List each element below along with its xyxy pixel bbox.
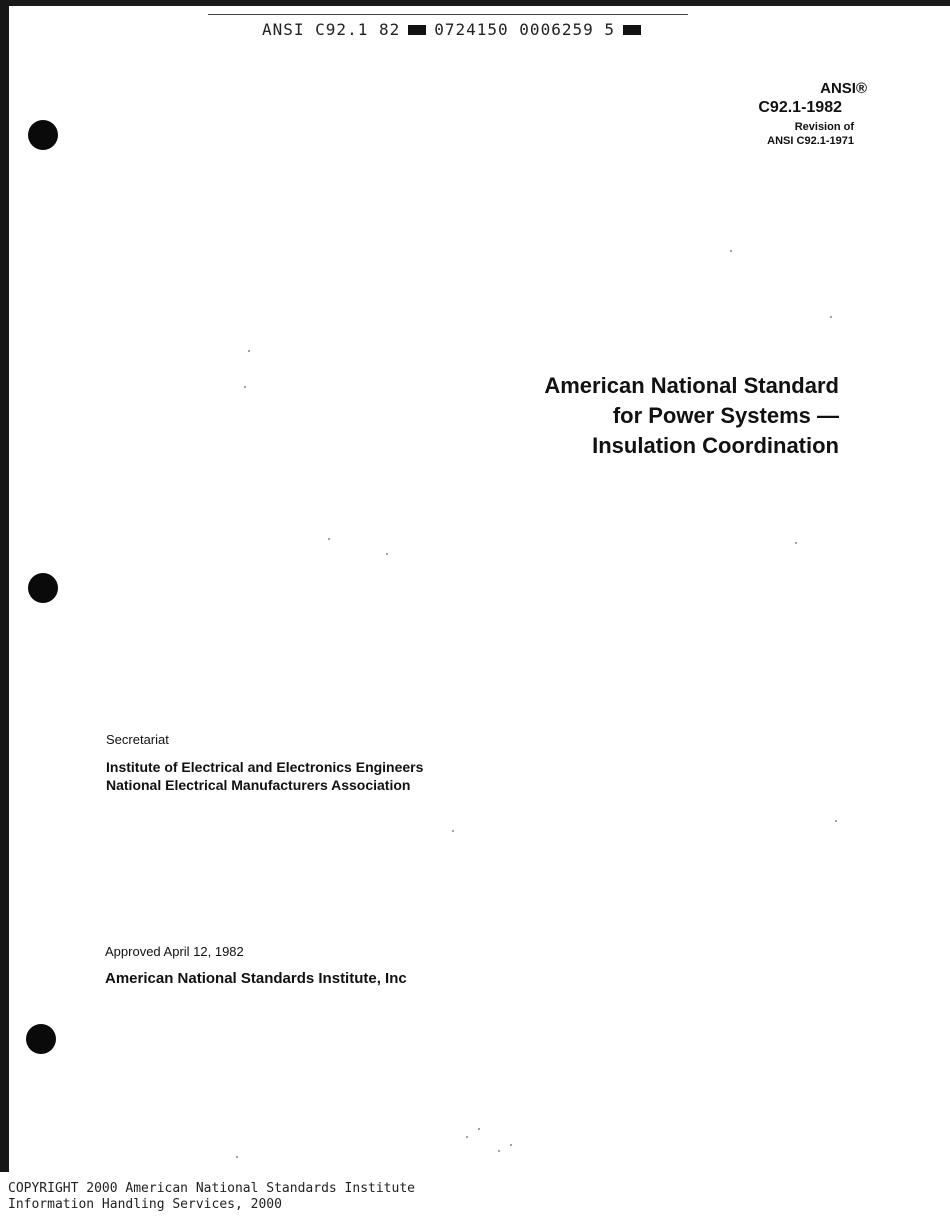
punch-hole-icon bbox=[28, 120, 58, 150]
scan-speck bbox=[466, 1136, 468, 1138]
scan-speck bbox=[248, 350, 250, 352]
approval-block bbox=[105, 944, 407, 988]
scan-speck bbox=[236, 1156, 238, 1158]
title-line-3: Insulation Coordination bbox=[592, 433, 839, 458]
document-serial-text: 0724150 0006259 5 bbox=[434, 20, 615, 39]
title-line-1: American National Standard bbox=[544, 373, 839, 398]
approving-organization: American National Standards Institute, Inc bbox=[105, 970, 407, 987]
punch-hole-icon bbox=[28, 573, 58, 603]
secretariat-label: Secretariat bbox=[106, 732, 169, 747]
scan-speck bbox=[498, 1150, 500, 1152]
punch-hole-icon bbox=[26, 1024, 56, 1054]
scan-speck bbox=[835, 820, 837, 822]
approval-date: Approved April 12, 1982 bbox=[105, 944, 244, 959]
barcode-block-icon bbox=[408, 25, 426, 35]
scan-left-border bbox=[0, 0, 9, 1172]
barcode-block-icon bbox=[623, 25, 641, 35]
scan-speck bbox=[244, 386, 246, 388]
document-title bbox=[544, 371, 839, 461]
scan-top-border bbox=[0, 0, 950, 6]
document-code-header bbox=[262, 20, 649, 39]
secretariat-org-nema: National Electrical Manufacturers Association bbox=[106, 777, 411, 793]
revision-of-number: ANSI C92.1-1971 bbox=[767, 135, 854, 147]
scan-speck bbox=[478, 1128, 480, 1130]
title-line-2: for Power Systems — bbox=[612, 403, 839, 428]
copyright-line-1: COPYRIGHT 2000 American National Standards Institute bbox=[8, 1181, 415, 1196]
header-rule bbox=[208, 14, 688, 15]
secretariat-block bbox=[106, 732, 423, 794]
standard-designation bbox=[758, 80, 867, 148]
scan-speck bbox=[730, 250, 732, 252]
scan-speck bbox=[452, 830, 454, 832]
scan-speck bbox=[795, 542, 797, 544]
scan-speck bbox=[830, 316, 832, 318]
standard-number: C92.1-1982 bbox=[758, 99, 842, 116]
document-code-text: ANSI C92.1 82 bbox=[262, 20, 401, 39]
ansi-mark: ANSI® bbox=[820, 80, 867, 97]
copyright-line-2: Information Handling Services, 2000 bbox=[8, 1197, 282, 1212]
scan-speck bbox=[328, 538, 330, 540]
scan-speck bbox=[386, 553, 388, 555]
revision-label: Revision of bbox=[794, 121, 854, 133]
copyright-footer bbox=[8, 1181, 415, 1213]
scan-speck bbox=[510, 1144, 512, 1146]
secretariat-org-ieee: Institute of Electrical and Electronics Engineers bbox=[106, 759, 424, 775]
